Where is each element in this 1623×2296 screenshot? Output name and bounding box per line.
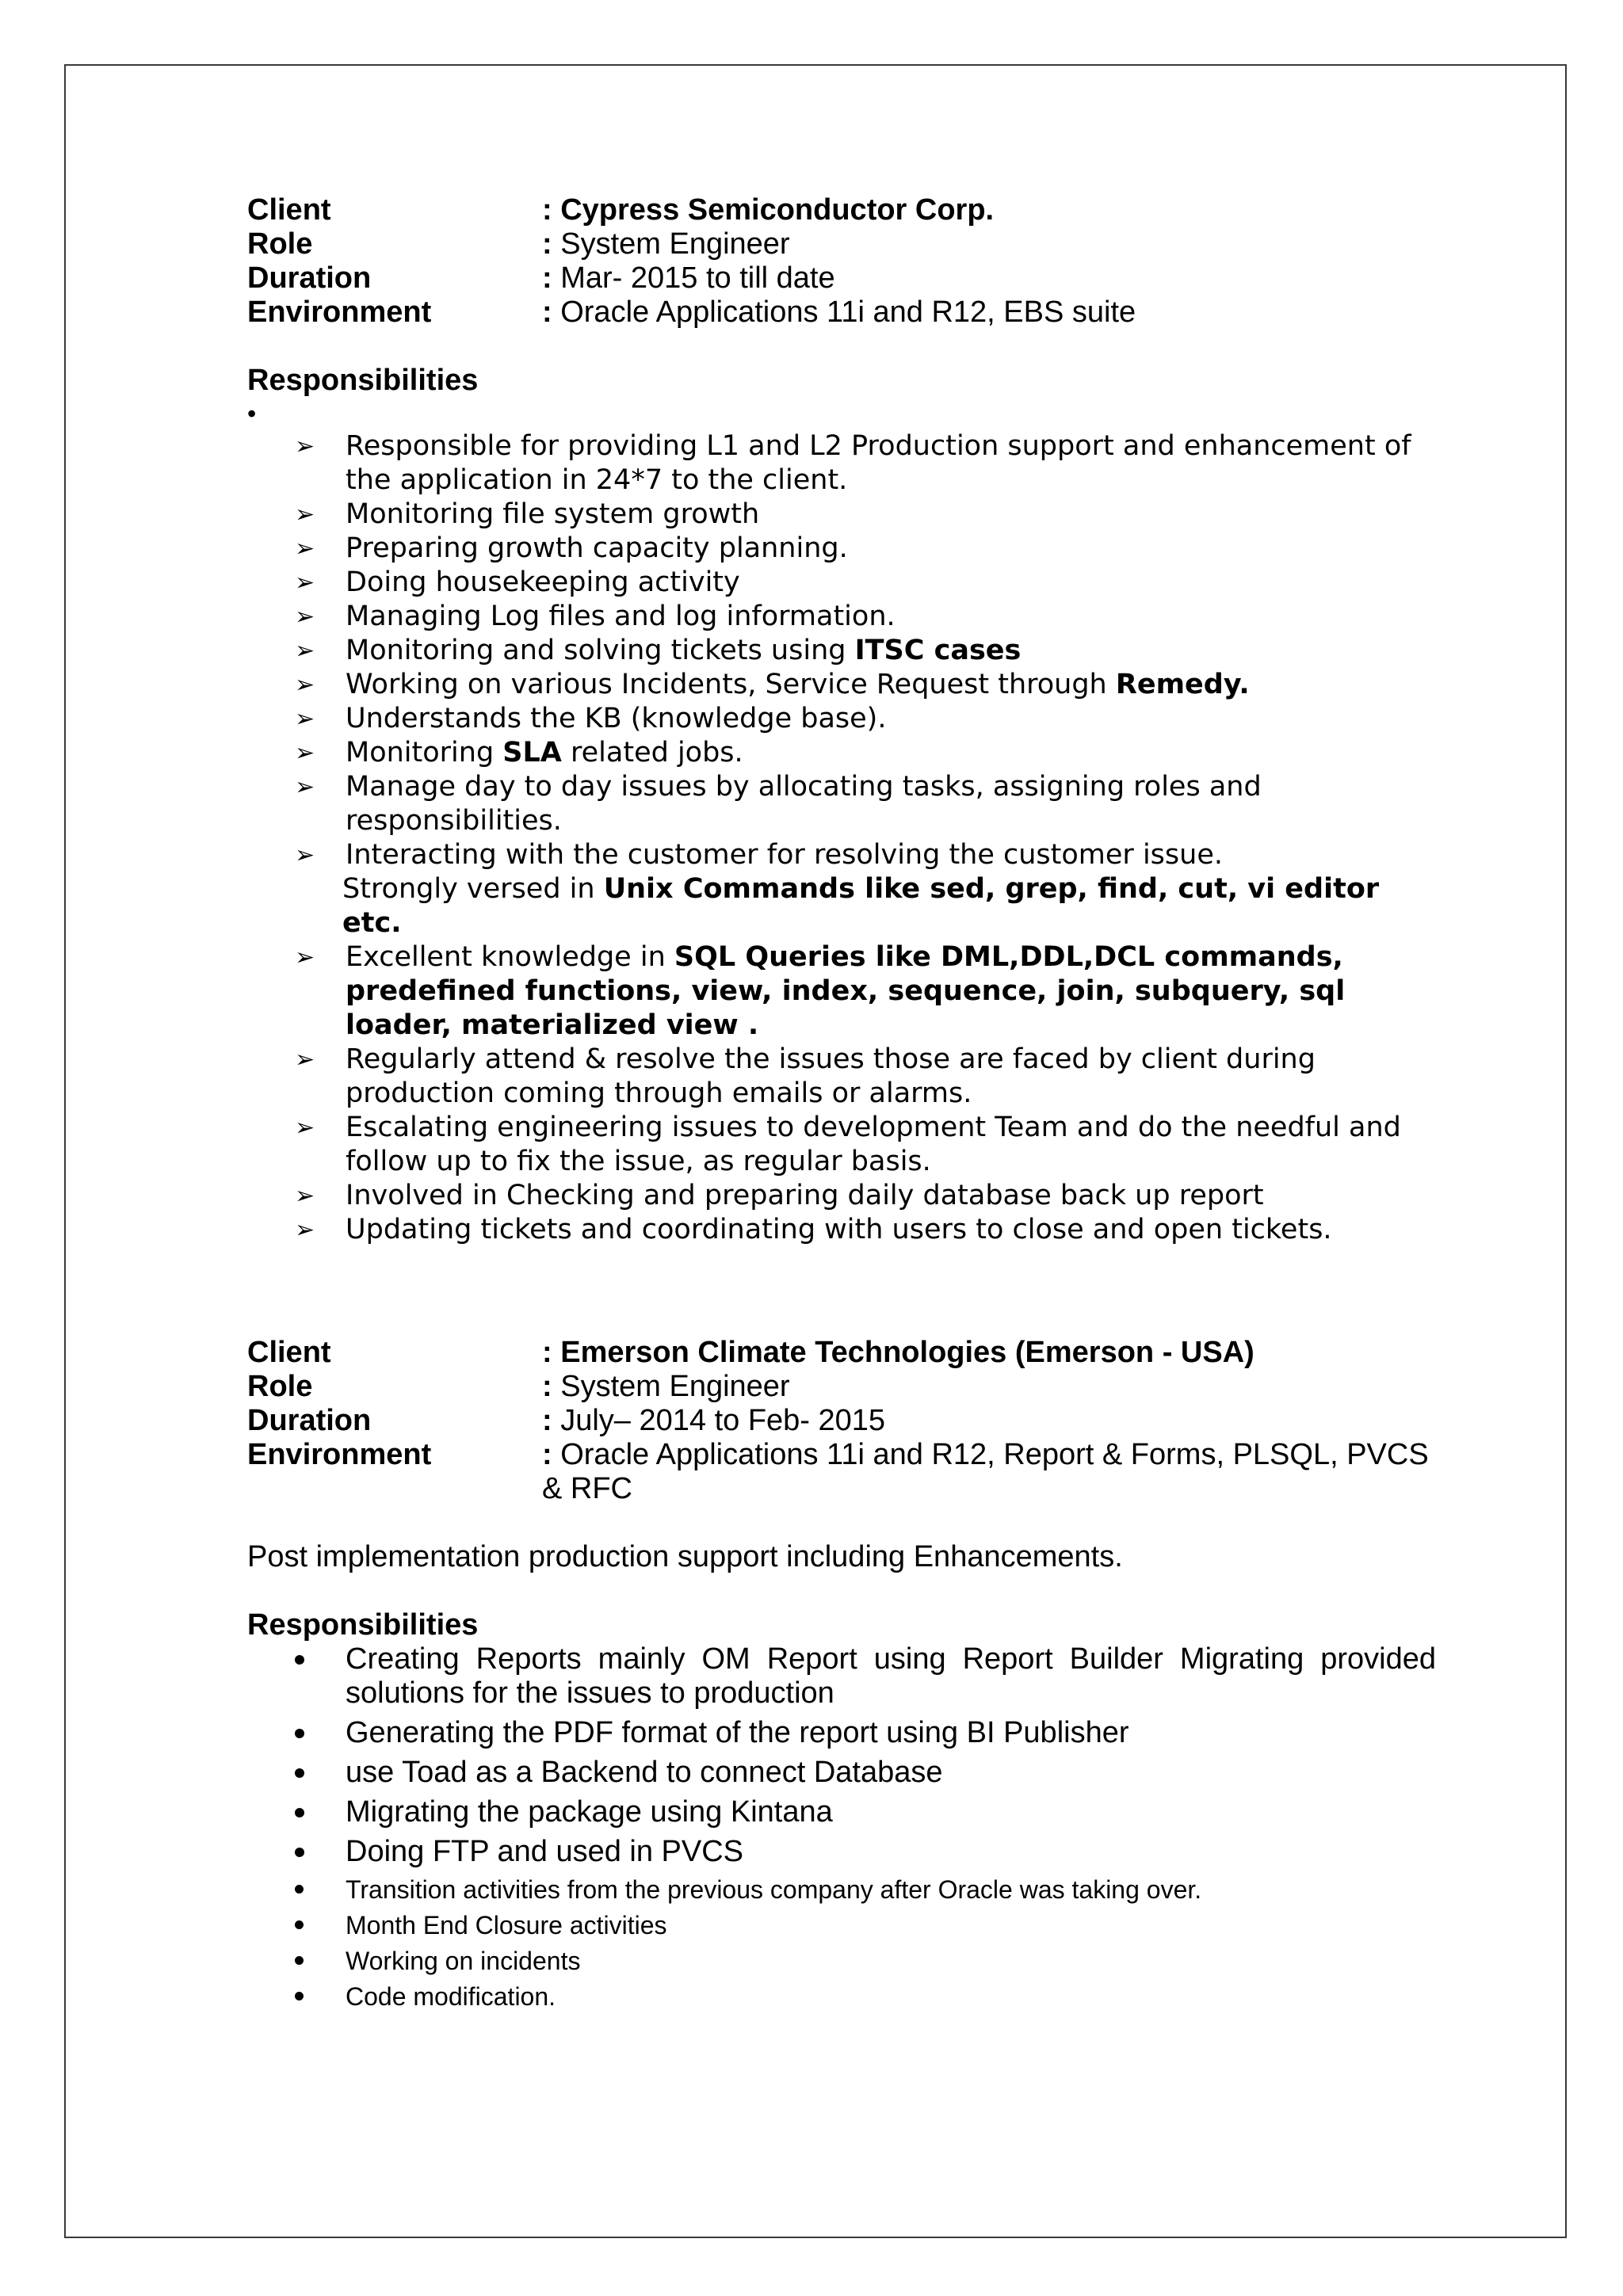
list-item: ➢ Regularly attend & resolve the issues those are faced by client during production coming through emails or alarms.: [295, 1043, 1316, 1109]
arrow-bullet-icon: ➢: [295, 705, 315, 733]
list-item: use Toad as a Backend to connect Database: [247, 1756, 1436, 1790]
bullet-icon: [295, 1848, 304, 1857]
responsibilities-heading: Responsibilities: [247, 364, 479, 397]
arrow-bullet-icon: ➢: [295, 569, 315, 597]
arrow-bullet-icon: ➢: [295, 841, 315, 869]
bullet-icon: [295, 1655, 304, 1665]
list-item: ➢ Doing housekeeping activity: [295, 566, 740, 598]
arrow-bullet-icon: ➢: [295, 671, 315, 699]
list-item: ➢ Escalating engineering issues to development Team and do the needful and follow up to fix the issue, as regular basis.: [295, 1112, 1401, 1177]
list-item: ➢ Interacting with the customer for resolving the customer issue.: [295, 839, 1223, 871]
responsibilities-heading: Responsibilities: [247, 1608, 479, 1642]
client-label: Client: [247, 193, 331, 227]
list-item: Creating Reports mainly OM Report using Report Builder Migrating provided solutions for the issues to production: [247, 1642, 1436, 1711]
duration-value: : July– 2014 to Feb- 2015: [542, 1404, 886, 1437]
arrow-bullet-icon: ➢: [295, 603, 315, 631]
bullet-icon: [295, 1885, 304, 1894]
duration-label: Duration: [247, 261, 372, 295]
list-item: ➢ Monitoring SLA related jobs.: [295, 737, 743, 769]
list-item: ➢ Working on various Incidents, Service Request through Remedy.: [295, 669, 1250, 700]
environment-label: Environment: [247, 296, 432, 329]
list-item: Month End Closure activities: [247, 1910, 1436, 1940]
arrow-bullet-icon: ➢: [295, 773, 315, 801]
environment-label: Environment: [247, 1438, 432, 1471]
role-value: : System Engineer: [542, 227, 790, 261]
arrow-bullet-icon: ➢: [295, 944, 315, 971]
responsibilities-list-emerson: [247, 1642, 1436, 2012]
arrow-bullet-icon: ➢: [295, 433, 315, 460]
list-item: Transition activities from the previous company after Oracle was taking over.: [247, 1875, 1436, 1905]
client-label: Client: [247, 1336, 331, 1369]
duration-value: : Mar- 2015 to till date: [542, 261, 835, 295]
arrow-bullet-icon: ➢: [295, 1216, 315, 1244]
arrow-bullet-icon: ➢: [295, 637, 315, 665]
bullet-icon: [295, 1808, 304, 1817]
environment-value: : Oracle Applications 11i and R12, EBS suite: [542, 296, 1136, 329]
list-item: ➢ Managing Log files and log information.: [295, 601, 896, 632]
list-item: Working on incidents: [247, 1946, 1436, 1976]
project-info-cypress: [247, 193, 1436, 330]
arrow-bullet-icon: ➢: [295, 501, 315, 528]
bullet-icon: [295, 1920, 304, 1929]
bullet-icon: •: [247, 399, 257, 428]
list-item: ➢ Updating tickets and coordinating with users to close and open tickets.: [295, 1214, 1332, 1245]
resume-content: [247, 193, 1436, 2017]
project-info-emerson: [247, 1336, 1436, 1506]
list-item: Strongly versed in Unix Commands like sed, grep, find, cut, vi editor etc.: [342, 873, 1380, 939]
list-item: ➢ Monitoring file system growth: [295, 498, 760, 530]
bullet-icon: [295, 1992, 304, 2000]
list-item: Doing FTP and used in PVCS: [247, 1835, 1436, 1869]
client-value: : Emerson Climate Technologies (Emerson - USA): [542, 1336, 1254, 1369]
arrow-bullet-icon: ➢: [295, 739, 315, 767]
list-item: ➢ Responsible for providing L1 and L2 Production support and enhancement of the application in 24*7 to the client.: [295, 430, 1411, 496]
list-item: ➢ Monitoring and solving tickets using ITSC cases: [295, 635, 1022, 666]
arrow-bullet-icon: ➢: [295, 1114, 315, 1142]
list-item: Code modification.: [247, 1981, 1436, 2012]
client-value: : Cypress Semiconductor Corp.: [542, 193, 995, 227]
role-value: : System Engineer: [542, 1370, 790, 1403]
duration-label: Duration: [247, 1404, 372, 1437]
list-item: ➢ Involved in Checking and preparing daily database back up report: [295, 1180, 1264, 1211]
bullet-icon: [295, 1729, 304, 1738]
list-item: ➢ Manage day to day issues by allocating tasks, assigning roles and responsibilities.: [295, 771, 1262, 837]
arrow-bullet-icon: ➢: [295, 1046, 315, 1074]
list-item: Migrating the package using Kintana: [247, 1795, 1436, 1829]
bullet-icon: [295, 1768, 304, 1778]
role-label: Role: [247, 227, 313, 261]
list-item: ➢ Excellent knowledge in SQL Queries like DML,DDL,DCL commands, predefined functions, view, index, sequence, join, subquery, sql loader, materialized view .: [295, 941, 1346, 1041]
list-item: ➢ Understands the KB (knowledge base).: [295, 703, 887, 734]
environment-value: : Oracle Applications 11i and R12, Report & Forms, PLSQL, PVCS & RFC: [542, 1438, 1429, 1505]
role-label: Role: [247, 1370, 313, 1403]
arrow-bullet-icon: ➢: [295, 535, 315, 563]
intro-paragraph: Post implementation production support including Enhancements.: [247, 1540, 1123, 1573]
list-item: Generating the PDF format of the report using BI Publisher: [247, 1716, 1436, 1750]
list-item: ➢ Preparing growth capacity planning.: [295, 532, 848, 564]
arrow-bullet-icon: ➢: [295, 1182, 315, 1210]
responsibilities-list-cypress: [247, 429, 1436, 1247]
bullet-icon: [295, 1956, 304, 1965]
